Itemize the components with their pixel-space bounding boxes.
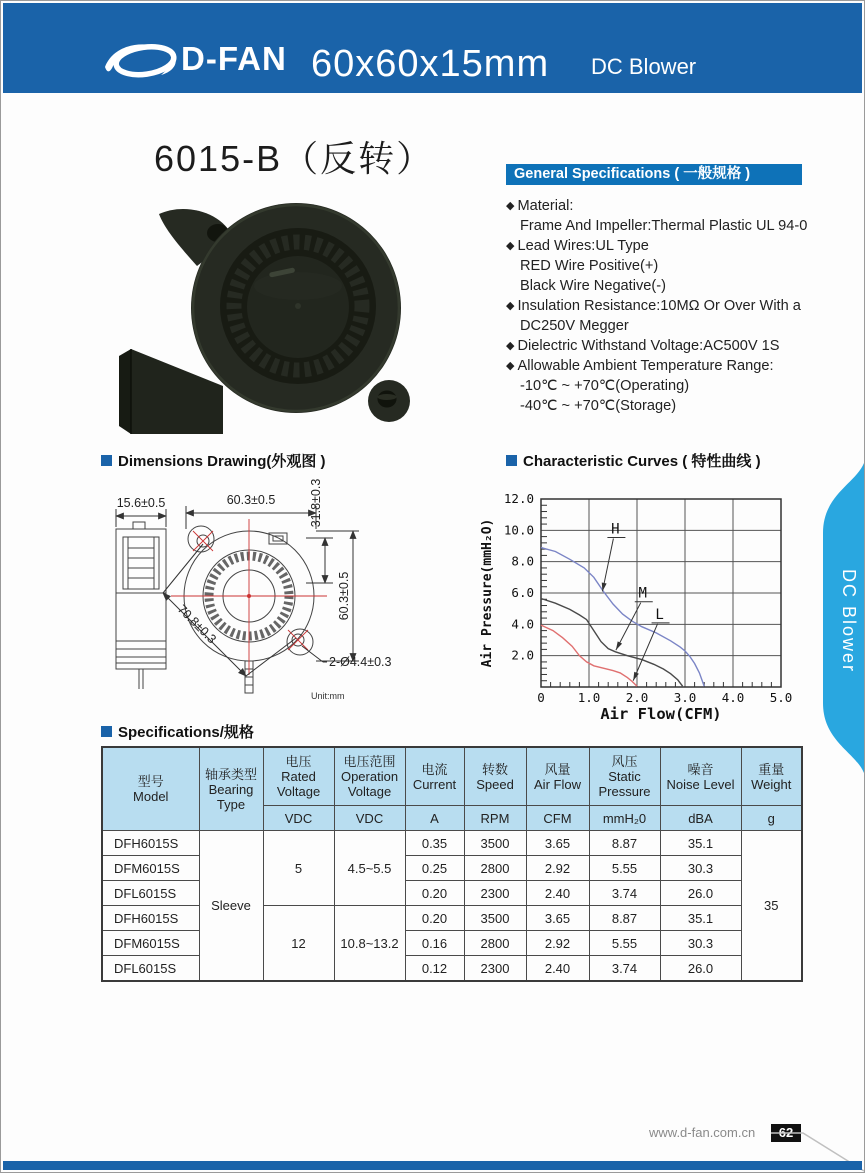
table-cell: DFM6015S: [102, 931, 199, 956]
column-header: 转数 Speed: [464, 747, 526, 806]
product-size: 60x60x15mm: [311, 43, 550, 85]
side-tab-label: DC Blower: [839, 568, 859, 674]
table-cell: 2800: [464, 856, 526, 881]
unit-header: dBA: [660, 806, 741, 831]
table-cell: 2.92: [526, 931, 589, 956]
dim-holes: 2-Ø4.4±0.3: [329, 655, 392, 669]
x-tick-label: 3.0: [673, 690, 697, 705]
dim-diagonal: 70.8±0.3: [174, 602, 219, 647]
unit-header: VDC: [334, 806, 405, 831]
spec-item-text: -40℃ ~ +70℃(Storage): [520, 398, 677, 414]
column-header: 型号 Model: [102, 747, 199, 831]
dim-side-width: 15.6±0.5: [116, 496, 166, 510]
section-specs: [101, 721, 254, 742]
table-cell: 2800: [464, 931, 526, 956]
x-tick-label: 4.0: [721, 690, 745, 705]
table-cell: DFL6015S: [102, 881, 199, 906]
table-cell: DFL6015S: [102, 956, 199, 982]
x-tick-label: 5.0: [769, 690, 793, 705]
spec-item: [506, 396, 802, 416]
curves-chart-svg: [471, 483, 816, 723]
spec-item-text: Material:: [517, 198, 574, 214]
dim-body-height: 60.3±0.5: [337, 571, 351, 621]
column-header: 噪音 Noise Level: [660, 747, 741, 806]
y-tick-label: 10.0: [503, 522, 534, 538]
dfan-logo-icon: [103, 39, 178, 81]
table-cell: 3.74: [589, 956, 660, 982]
table-cell: 2300: [464, 881, 526, 906]
table-cell: 12: [263, 906, 334, 982]
y-tick-label: 2.0: [511, 647, 534, 663]
table-cell: 5: [263, 831, 334, 906]
table-cell: 3500: [464, 906, 526, 931]
table-cell: 0.12: [405, 956, 464, 982]
unit-header: VDC: [263, 806, 334, 831]
table-cell: 0.25: [405, 856, 464, 881]
section-curves: [506, 450, 761, 471]
general-specifications-panel: [506, 164, 808, 416]
header-banner: [3, 3, 862, 93]
table-cell: 3.74: [589, 881, 660, 906]
spec-item-text: -10℃ ~ +70℃(Operating): [520, 378, 690, 394]
table-cell: 35: [741, 831, 802, 982]
x-tick-label: 0: [537, 690, 545, 705]
column-header: 电压范围 Operation Voltage: [334, 747, 405, 806]
diamond-bullet-icon: ◆: [506, 200, 515, 212]
blower-fan-image: [101, 186, 421, 441]
spec-item-text: Lead Wires:UL Type: [517, 238, 649, 254]
dim-body-width: 60.3±0.5: [226, 493, 276, 507]
diamond-bullet-icon: ◆: [506, 340, 515, 352]
spec-item: [506, 296, 802, 316]
table-cell: 0.20: [405, 881, 464, 906]
table-cell: 2.40: [526, 881, 589, 906]
table-cell: 5.55: [589, 856, 660, 881]
x-tick-label: 1.0: [577, 690, 601, 705]
unit-note: Unit:mm: [311, 691, 345, 701]
table-cell: 3.65: [526, 906, 589, 931]
spec-item: [506, 236, 802, 256]
page-number-badge: 62: [771, 1124, 801, 1142]
table-cell: 3500: [464, 831, 526, 856]
column-header: 电压 Rated Voltage: [263, 747, 334, 806]
table-cell: 2.40: [526, 956, 589, 982]
spec-item: [506, 276, 802, 296]
blue-square-bullet-icon: [506, 455, 517, 466]
spec-item: [506, 336, 802, 356]
curve-label-L: L: [655, 606, 664, 623]
characteristic-curves-chart: [471, 483, 816, 728]
dim-duct-height: 31.8±0.3: [309, 478, 323, 528]
table-cell: 5.55: [589, 931, 660, 956]
curve-label-arrowhead: [616, 641, 622, 650]
column-header: 风压 Static Pressure: [589, 747, 660, 806]
spec-item-text: RED Wire Positive(+): [520, 258, 659, 274]
table-cell: Sleeve: [199, 831, 263, 982]
curve-label-arrowhead: [633, 672, 639, 681]
spec-item: [506, 356, 802, 376]
y-tick-label: 6.0: [511, 585, 534, 600]
spec-item-text: Frame And Impeller:Thermal Plastic UL 94-0: [520, 218, 808, 234]
website-url: www.d-fan.com.cn: [649, 1125, 756, 1140]
table-cell: DFM6015S: [102, 856, 199, 881]
general-specs-list: [506, 196, 808, 416]
section-specs-label: Specifications/规格: [118, 724, 254, 741]
diamond-bullet-icon: ◆: [506, 360, 515, 372]
table-cell: 2.92: [526, 856, 589, 881]
product-photo: [101, 186, 421, 446]
table-cell: 0.20: [405, 906, 464, 931]
table-cell: 0.16: [405, 931, 464, 956]
section-dimensions-label: Dimensions Drawing(外观图 ): [118, 453, 326, 470]
table-cell: 8.87: [589, 906, 660, 931]
spec-item-text: Dielectric Withstand Voltage:AC500V 1S: [517, 338, 780, 354]
y-tick-label: 8.0: [511, 553, 534, 569]
table-cell: 2300: [464, 956, 526, 982]
specifications-table: [101, 746, 803, 982]
spec-item: [506, 256, 802, 276]
y-tick-label: 4.0: [511, 616, 534, 632]
table-cell: 8.87: [589, 831, 660, 856]
logo-swoosh-icon: [103, 39, 178, 81]
table-cell: DFH6015S: [102, 831, 199, 856]
table-cell: 26.0: [660, 881, 741, 906]
x-axis-title: Air Flow(CFM): [600, 705, 722, 723]
general-specs-heading: General Specifications ( 一般规格 ): [506, 164, 802, 185]
spec-item-text: Allowable Ambient Temperature Range:: [517, 358, 774, 374]
column-header: 轴承类型 Bearing Type: [199, 747, 263, 831]
curve-H: [541, 548, 704, 687]
spec-item-text: DC250V Megger: [520, 318, 629, 334]
column-header: 重量 Weight: [741, 747, 802, 806]
product-category: DC Blower: [591, 54, 697, 79]
table-cell: 0.35: [405, 831, 464, 856]
table-cell: 10.8~13.2: [334, 906, 405, 982]
y-tick-label: 12.0: [503, 491, 534, 506]
table-cell: 30.3: [660, 931, 741, 956]
page-title: 6015-B（反转）: [154, 138, 435, 179]
table-cell: DFH6015S: [102, 906, 199, 931]
column-header: 风量 Air Flow: [526, 747, 589, 806]
table-cell: 35.1: [660, 831, 741, 856]
y-axis-title: Air Pressure(mmH₂O): [480, 518, 495, 668]
unit-header: mmH₂0: [589, 806, 660, 831]
table-cell: 3.65: [526, 831, 589, 856]
spec-item-text: Black Wire Negative(-): [520, 278, 666, 294]
section-curves-label: Characteristic Curves ( 特性曲线 ): [523, 453, 761, 470]
unit-header: A: [405, 806, 464, 831]
spec-item: [506, 376, 802, 396]
unit-header: g: [741, 806, 802, 831]
table-cell: 30.3: [660, 856, 741, 881]
blue-square-bullet-icon: [101, 726, 112, 737]
spec-item-text: Insulation Resistance:10MΩ Or Over With a: [517, 298, 801, 314]
column-header: 电流 Current: [405, 747, 464, 806]
table-cell: 4.5~5.5: [334, 831, 405, 906]
curve-label-M: M: [638, 585, 647, 602]
brand-name: D-FAN: [181, 40, 287, 77]
diamond-bullet-icon: ◆: [506, 300, 515, 312]
dimensions-drawing-svg: [101, 461, 471, 703]
diamond-bullet-icon: ◆: [506, 240, 515, 252]
dimensions-drawing: [101, 461, 471, 708]
spec-item: [506, 196, 802, 216]
table-row: [102, 831, 802, 856]
table-cell: 35.1: [660, 906, 741, 931]
table-cell: 26.0: [660, 956, 741, 982]
curve-label-arrowhead: [602, 582, 607, 591]
unit-header: RPM: [464, 806, 526, 831]
spec-item: [506, 216, 808, 236]
x-tick-label: 2.0: [625, 690, 649, 705]
unit-header: CFM: [526, 806, 589, 831]
spec-item: [506, 316, 802, 336]
footer-bar: [3, 1161, 862, 1170]
curve-label-H: H: [611, 521, 620, 538]
